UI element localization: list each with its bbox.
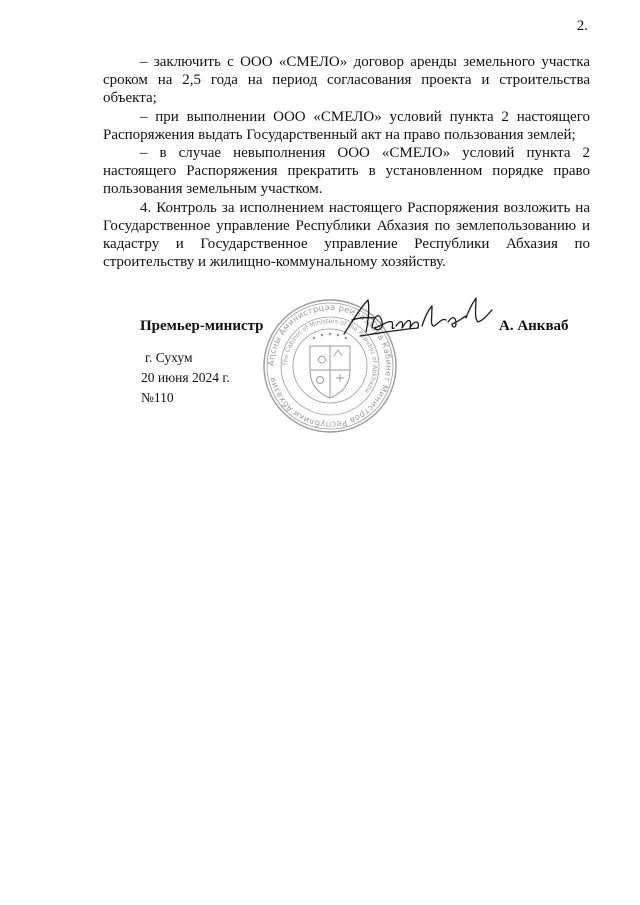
paragraph-state-act: – при выполнении ООО «СМЕЛО» условий пункта 2 настоящего Распоряжения выдать Государственный акт на право пользования землей; <box>103 108 590 143</box>
paragraph-control: 4. Контроль за исполнением настоящего Распоряжения возложить на Государственное управление Республики Абхазия по землепользованию и кадастру и Государственное управление Республики Абхазия по строительству и жилищно-коммунальному хозяйству. <box>103 199 590 271</box>
signatory-role: Премьер-министр <box>140 318 264 334</box>
coat-of-arms-icon <box>310 333 350 398</box>
paragraph-lease: – заключить с ООО «СМЕЛО» договор аренды земельного участка сроком на 2,5 года на период согласования проекта и строительства объекта; <box>103 54 590 107</box>
signatory-name: А. Анкваб <box>499 318 569 334</box>
document-number: №110 <box>141 390 174 405</box>
seal-inner-text: The Cabinet of Ministers of the Republic of Abkhazia <box>281 317 379 395</box>
document-body <box>103 53 590 271</box>
document-place: г. Сухум <box>145 350 193 365</box>
page-number: 2. <box>576 18 588 34</box>
seal-outer-text: Аԥсны Аминистрцәа реилазаара Кабинет Министров Республики Абхазия <box>265 301 395 431</box>
handwritten-signature <box>338 292 498 342</box>
paragraph-termination: – в случае невыполнения ООО «СМЕЛО» условий пункта 2 настоящего Распоряжения прекратить в установленном порядке право пользования земельным участком. <box>103 145 590 198</box>
document-date: 20 июня 2024 г. <box>141 370 230 385</box>
